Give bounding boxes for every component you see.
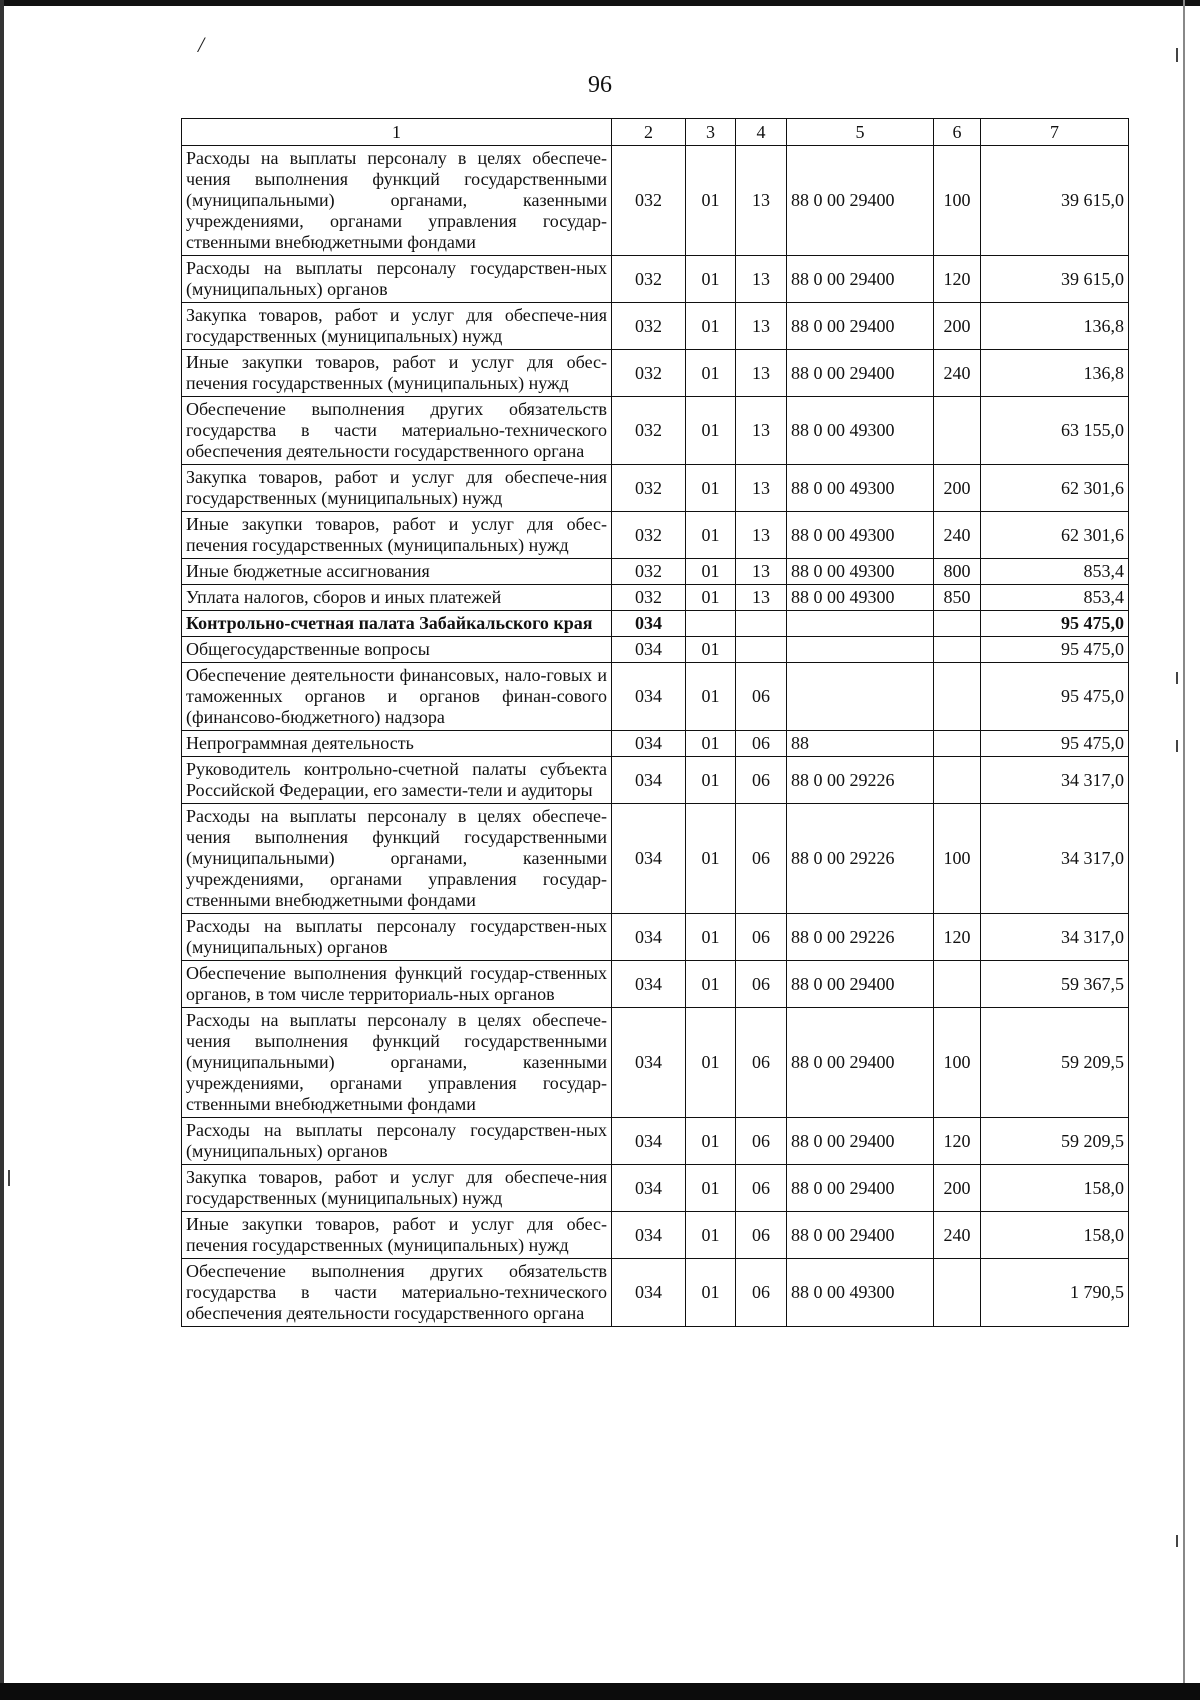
header-cell: 4: [736, 119, 787, 146]
row-code-3: 01: [686, 1165, 736, 1212]
row-name: Иные закупки товаров, работ и услуг для обес-печения государственных (муниципальных) нужд: [182, 512, 612, 559]
row-code-6: [934, 611, 981, 637]
table-row: [182, 757, 1129, 804]
row-amount: 39 615,0: [981, 256, 1129, 303]
row-code-2: 034: [612, 611, 686, 637]
row-code-4: 13: [736, 303, 787, 350]
scan-speck: [8, 1170, 10, 1186]
row-code-4: 06: [736, 731, 787, 757]
row-name: Закупка товаров, работ и услуг для обеспече-ния государственных (муниципальных) нужд: [182, 465, 612, 512]
row-code-5: 88 0 00 49300: [787, 559, 934, 585]
row-amount: 63 155,0: [981, 397, 1129, 465]
row-code-2: 034: [612, 663, 686, 731]
header-cell: 7: [981, 119, 1129, 146]
row-code-3: 01: [686, 1212, 736, 1259]
row-code-3: 01: [686, 256, 736, 303]
table-row: [182, 256, 1129, 303]
row-amount: 95 475,0: [981, 731, 1129, 757]
table-header-row: [182, 119, 1129, 146]
row-code-3: 01: [686, 146, 736, 256]
row-code-6: 240: [934, 350, 981, 397]
row-amount: 39 615,0: [981, 146, 1129, 256]
row-code-2: 032: [612, 559, 686, 585]
row-name: Обеспечение выполнения других обязательств государства в части материально-технического обеспечения деятельности государственного органа: [182, 1259, 612, 1327]
row-code-3: 01: [686, 397, 736, 465]
table-row: [182, 1212, 1129, 1259]
row-name: Иные бюджетные ассигнования: [182, 559, 612, 585]
row-code-3: 01: [686, 961, 736, 1008]
table-row: [182, 512, 1129, 559]
row-code-2: 034: [612, 804, 686, 914]
row-code-4: 13: [736, 512, 787, 559]
row-code-6: 100: [934, 1008, 981, 1118]
row-code-5: [787, 663, 934, 731]
table-body: [182, 119, 1129, 1327]
row-code-6: [934, 961, 981, 1008]
row-amount: 158,0: [981, 1212, 1129, 1259]
row-code-2: 032: [612, 146, 686, 256]
header-cell: 2: [612, 119, 686, 146]
row-name: Расходы на выплаты персоналу государствен-ных (муниципальных) органов: [182, 1118, 612, 1165]
row-code-5: 88 0 00 49300: [787, 1259, 934, 1327]
row-code-4: 13: [736, 397, 787, 465]
row-code-2: 034: [612, 731, 686, 757]
row-code-2: 032: [612, 465, 686, 512]
row-code-3: [686, 611, 736, 637]
row-code-5: 88 0 00 29226: [787, 804, 934, 914]
row-amount: 34 317,0: [981, 804, 1129, 914]
row-code-5: [787, 637, 934, 663]
row-code-4: 06: [736, 663, 787, 731]
scan-speck: [1176, 740, 1178, 752]
row-code-5: 88 0 00 29400: [787, 146, 934, 256]
scan-edge-right: [1183, 0, 1185, 1700]
row-amount: 62 301,6: [981, 465, 1129, 512]
row-code-3: 01: [686, 637, 736, 663]
row-code-5: 88: [787, 731, 934, 757]
row-code-3: 01: [686, 303, 736, 350]
row-code-4: [736, 637, 787, 663]
row-code-6: 120: [934, 914, 981, 961]
row-code-6: 200: [934, 465, 981, 512]
row-code-5: 88 0 00 49300: [787, 397, 934, 465]
row-code-3: 01: [686, 804, 736, 914]
row-name: Контрольно-счетная палата Забайкальского края: [182, 611, 612, 637]
row-code-3: 01: [686, 1008, 736, 1118]
table-row: [182, 397, 1129, 465]
row-code-3: 01: [686, 1259, 736, 1327]
row-amount: 853,4: [981, 559, 1129, 585]
table-row: [182, 663, 1129, 731]
table-row: [182, 303, 1129, 350]
row-amount: 95 475,0: [981, 637, 1129, 663]
row-code-5: 88 0 00 29226: [787, 757, 934, 804]
row-amount: 95 475,0: [981, 663, 1129, 731]
row-code-5: 88 0 00 29400: [787, 1165, 934, 1212]
header-cell: 6: [934, 119, 981, 146]
row-name: Иные закупки товаров, работ и услуг для обес-печения государственных (муниципальных) нужд: [182, 350, 612, 397]
table-row: [182, 914, 1129, 961]
row-code-5: 88 0 00 29400: [787, 350, 934, 397]
row-name: Обеспечение деятельности финансовых, нало-говых и таможенных органов и органов финан-сового (финансово-бюджетного) надзора: [182, 663, 612, 731]
table-row: [182, 465, 1129, 512]
budget-table: [181, 118, 1129, 1327]
row-name: Обеспечение выполнения функций государ-ственных органов, в том числе территориаль-ных органов: [182, 961, 612, 1008]
row-code-5: [787, 611, 934, 637]
table-row: [182, 1259, 1129, 1327]
row-code-4: 13: [736, 559, 787, 585]
row-code-2: 034: [612, 1259, 686, 1327]
header-cell: 1: [182, 119, 612, 146]
row-name: Непрограммная деятельность: [182, 731, 612, 757]
row-code-2: 034: [612, 914, 686, 961]
row-code-5: 88 0 00 29400: [787, 961, 934, 1008]
header-cell: 3: [686, 119, 736, 146]
table-row: [182, 585, 1129, 611]
row-code-6: 240: [934, 512, 981, 559]
row-code-5: 88 0 00 29226: [787, 914, 934, 961]
row-code-3: 01: [686, 512, 736, 559]
row-code-6: [934, 731, 981, 757]
scan-speck: [1176, 48, 1178, 62]
row-code-6: [934, 1259, 981, 1327]
row-code-2: 034: [612, 757, 686, 804]
row-code-3: 01: [686, 1118, 736, 1165]
table-row: [182, 961, 1129, 1008]
row-code-4: 06: [736, 961, 787, 1008]
row-code-3: 01: [686, 585, 736, 611]
table-row: [182, 1118, 1129, 1165]
row-amount: 59 367,5: [981, 961, 1129, 1008]
row-code-2: 034: [612, 1008, 686, 1118]
row-code-2: 034: [612, 1165, 686, 1212]
pen-mark: /: [198, 32, 205, 57]
row-code-6: [934, 637, 981, 663]
row-code-4: 13: [736, 256, 787, 303]
row-code-2: 032: [612, 585, 686, 611]
row-code-2: 032: [612, 303, 686, 350]
row-code-5: 88 0 00 29400: [787, 1212, 934, 1259]
row-amount: 158,0: [981, 1165, 1129, 1212]
row-code-4: 13: [736, 465, 787, 512]
row-code-2: 032: [612, 512, 686, 559]
scan-speck: [1176, 1535, 1178, 1547]
row-code-5: 88 0 00 29400: [787, 1008, 934, 1118]
row-code-6: [934, 663, 981, 731]
row-code-6: 100: [934, 146, 981, 256]
row-code-2: 034: [612, 1118, 686, 1165]
row-code-6: 240: [934, 1212, 981, 1259]
row-code-6: 120: [934, 256, 981, 303]
row-name: Расходы на выплаты персоналу в целях обеспече-чения выполнения функций государственными (муниципальными) органами, казенными учреждениями, органами управления государ-ственными внебюджетными фондами: [182, 804, 612, 914]
scan-edge-left: [0, 0, 4, 1700]
row-code-6: 800: [934, 559, 981, 585]
row-code-3: 01: [686, 465, 736, 512]
row-code-2: 034: [612, 637, 686, 663]
row-code-3: 01: [686, 914, 736, 961]
row-name: Иные закупки товаров, работ и услуг для обес-печения государственных (муниципальных) нужд: [182, 1212, 612, 1259]
row-code-4: 06: [736, 1008, 787, 1118]
row-code-2: 034: [612, 1212, 686, 1259]
row-code-3: 01: [686, 350, 736, 397]
row-code-4: 13: [736, 146, 787, 256]
row-code-3: 01: [686, 757, 736, 804]
row-code-5: 88 0 00 49300: [787, 585, 934, 611]
row-amount: 59 209,5: [981, 1008, 1129, 1118]
row-code-3: 01: [686, 731, 736, 757]
row-code-6: 120: [934, 1118, 981, 1165]
row-code-3: 01: [686, 663, 736, 731]
row-code-3: 01: [686, 559, 736, 585]
row-amount: 59 209,5: [981, 1118, 1129, 1165]
row-amount: 95 475,0: [981, 611, 1129, 637]
row-code-6: 850: [934, 585, 981, 611]
row-code-6: 200: [934, 1165, 981, 1212]
row-code-2: 032: [612, 256, 686, 303]
row-code-5: 88 0 00 29400: [787, 256, 934, 303]
table-row: [182, 1008, 1129, 1118]
row-code-2: 032: [612, 397, 686, 465]
row-code-5: 88 0 00 29400: [787, 1118, 934, 1165]
row-name: Руководитель контрольно-счетной палаты субъекта Российской Федерации, его замести-тели и аудиторы: [182, 757, 612, 804]
row-code-4: 06: [736, 1212, 787, 1259]
row-code-5: 88 0 00 29400: [787, 303, 934, 350]
row-amount: 34 317,0: [981, 914, 1129, 961]
scan-speck: [1176, 672, 1178, 684]
row-code-4: 13: [736, 585, 787, 611]
header-cell: 5: [787, 119, 934, 146]
row-amount: 34 317,0: [981, 757, 1129, 804]
row-name: Общегосударственные вопросы: [182, 637, 612, 663]
row-name: Расходы на выплаты персоналу государствен-ных (муниципальных) органов: [182, 914, 612, 961]
row-name: Обеспечение выполнения других обязательств государства в части материально-технического обеспечения деятельности государственного органа: [182, 397, 612, 465]
row-code-4: [736, 611, 787, 637]
table-row: [182, 731, 1129, 757]
row-code-2: 034: [612, 961, 686, 1008]
row-amount: 62 301,6: [981, 512, 1129, 559]
row-code-5: 88 0 00 49300: [787, 512, 934, 559]
scan-edge-top: [0, 0, 1200, 6]
row-code-5: 88 0 00 49300: [787, 465, 934, 512]
row-code-6: [934, 757, 981, 804]
row-amount: 136,8: [981, 303, 1129, 350]
table-row: [182, 1165, 1129, 1212]
row-name: Расходы на выплаты персоналу в целях обеспече-чения выполнения функций государственными (муниципальными) органами, казенными учреждениями, органами управления государ-ственными внебюджетными фондами: [182, 1008, 612, 1118]
row-name: Расходы на выплаты персоналу в целях обеспече-чения выполнения функций государственными (муниципальными) органами, казенными учреждениями, органами управления государ-ственными внебюджетными фондами: [182, 146, 612, 256]
table-row: [182, 146, 1129, 256]
row-code-6: 100: [934, 804, 981, 914]
row-amount: 136,8: [981, 350, 1129, 397]
row-amount: 853,4: [981, 585, 1129, 611]
row-code-2: 032: [612, 350, 686, 397]
row-code-6: 200: [934, 303, 981, 350]
row-name: Закупка товаров, работ и услуг для обеспече-ния государственных (муниципальных) нужд: [182, 303, 612, 350]
row-name: Уплата налогов, сборов и иных платежей: [182, 585, 612, 611]
row-code-4: 06: [736, 804, 787, 914]
table-row: [182, 637, 1129, 663]
table-row: [182, 350, 1129, 397]
row-name: Закупка товаров, работ и услуг для обеспече-ния государственных (муниципальных) нужд: [182, 1165, 612, 1212]
row-code-4: 06: [736, 1259, 787, 1327]
scan-edge-bottom: [0, 1683, 1200, 1700]
row-code-4: 06: [736, 1165, 787, 1212]
row-code-6: [934, 397, 981, 465]
row-name: Расходы на выплаты персоналу государствен-ных (муниципальных) органов: [182, 256, 612, 303]
row-amount: 1 790,5: [981, 1259, 1129, 1327]
page-number: 96: [588, 72, 612, 98]
row-code-4: 06: [736, 914, 787, 961]
row-code-4: 06: [736, 1118, 787, 1165]
row-code-4: 06: [736, 757, 787, 804]
table-row: [182, 611, 1129, 637]
table-row: [182, 559, 1129, 585]
table-row: [182, 804, 1129, 914]
row-code-4: 13: [736, 350, 787, 397]
